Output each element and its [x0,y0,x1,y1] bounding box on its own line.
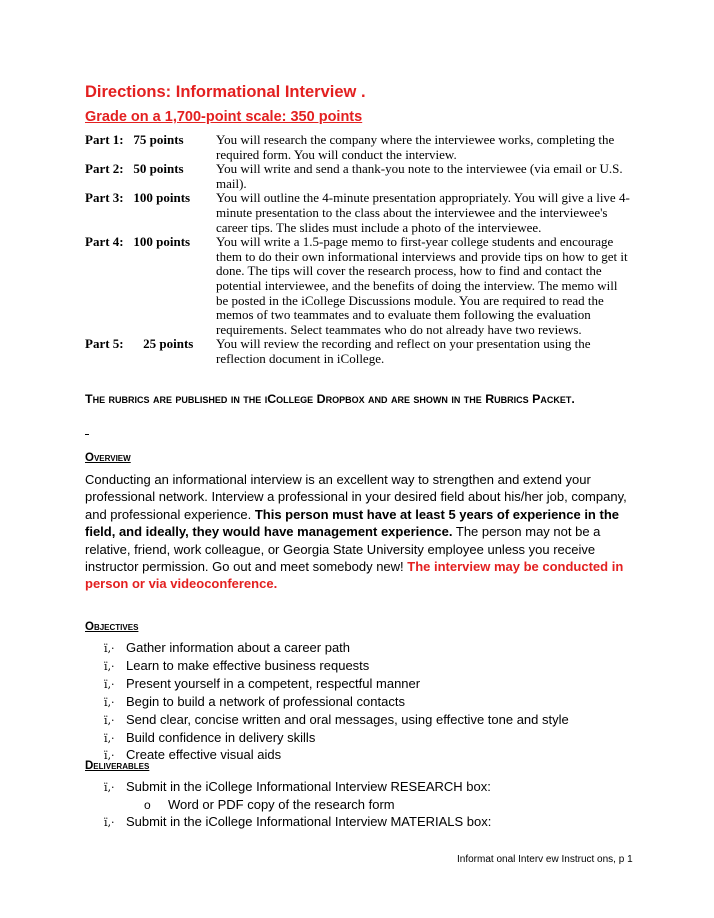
bullet-icon: ï‚· [104,677,115,691]
grade-scale: Grade on a 1,700-point scale: 350 points [85,109,363,125]
part-description: You will outline the 4-minute presentation appropriately. You will give a live 4-minute presentation to the class about the interviewee and the interviewee's career tips. The slides must include a photo of the interviewee. [216,190,630,235]
part-description: You will write and send a thank-you note to the interviewee (via email or U.S. mail). [216,161,623,191]
objectives-list [104,640,644,765]
overview-paragraph [85,471,630,593]
overview-text-continued: The person may not be a relative, friend, work colleague, or Georgia State University employee unless you receive instructor permission. Go out and meet somebody new! [85,524,601,575]
list-item: ï‚· Learn to make effective business requests [104,658,644,676]
part-label: Part 4: 100 points [85,234,191,250]
part-label: Part 3: 100 points [85,190,191,206]
parts-list [85,133,630,367]
circle-bullet-icon: o [144,797,151,812]
part-row [85,191,630,235]
bullet-icon: ï‚· [104,713,115,727]
sub-list-item: o Word or PDF copy of the research form [144,796,395,812]
list-item: ï‚· Submit in the iCollege Informational Interview RESEARCH box: [104,779,644,797]
part-description: You will research the company where the interviewee works, completing the required form. You will conduct the interview. [216,132,615,162]
part-row [85,235,630,337]
bullet-icon: ï‚· [104,781,115,794]
objectives-heading: Objectives [85,621,139,633]
list-item: ï‚· Create effective visual aids [104,747,644,765]
deliverables-heading: Deliverables [85,760,150,772]
part-description: You will write a 1.5-page memo to first-year college students and encourage them to do their own informational interviews and provide tips on how to get it done. The tips will cover the research process, how to find and contact the potential interviewee, and the benefits of doing the interview. The memo will be posted in the iCollege Discussions module. You are required to read the memos of two teammates and to evaluate them following the evaluation requirements. Select teammates who do not already have two reviews. [216,234,628,337]
list-item: ï‚· Submit in the iCollege Informational Interview MATERIALS box: [104,814,644,832]
part-label: Part 2: 50 points [85,161,184,177]
bullet-icon: ï‚· [104,642,115,655]
rubrics-note: The rubrics are published in the iCollege Dropbox and are shown in the Rubrics Packet. [85,392,575,406]
overview-requirement: This person must have at least 5 years of experience in the field, and ideally, they would have management experience. [85,506,619,540]
bullet-icon: ï‚· [104,695,115,709]
part-row [85,162,630,191]
list-item: ï‚· Gather information about a career path [104,640,644,658]
bullet-icon: ï‚· [104,659,115,673]
page-footer: Informat onal Interv ew Instruct ons, p 1 [457,854,633,865]
deliverables-list [104,779,644,832]
list-item: ï‚· Begin to build a network of professional contacts [104,694,644,712]
bullet-icon: ï‚· [104,731,115,745]
part-row [85,133,630,162]
page-title: Directions: Informational Interview . [85,83,366,101]
list-item: ï‚· Send clear, concise written and oral messages, using effective tone and style [104,712,644,730]
underline-mark [85,434,89,435]
overview-format-note: The interview may be conducted in person or via videoconference. [85,559,624,592]
part-label: Part 1: 75 points [85,132,184,147]
part-description: You will review the recording and reflect on your presentation using the reflection document in iCollege. [216,336,591,366]
bullet-icon: ï‚· [104,749,115,763]
part-row [85,337,630,366]
overview-text: Conducting an informational interview is an excellent way to strengthen and extend your professional network. Interview a professional in your desired field about his/her job, company, and professional experience. [85,472,627,522]
part-label: Part 5: 25 points [85,336,194,352]
bullet-icon: ï‚· [104,815,115,829]
list-item: ï‚· Build confidence in delivery skills [104,730,644,748]
overview-heading: Overview [85,452,131,464]
list-item: ï‚· Present yourself in a competent, respectful manner [104,676,644,694]
